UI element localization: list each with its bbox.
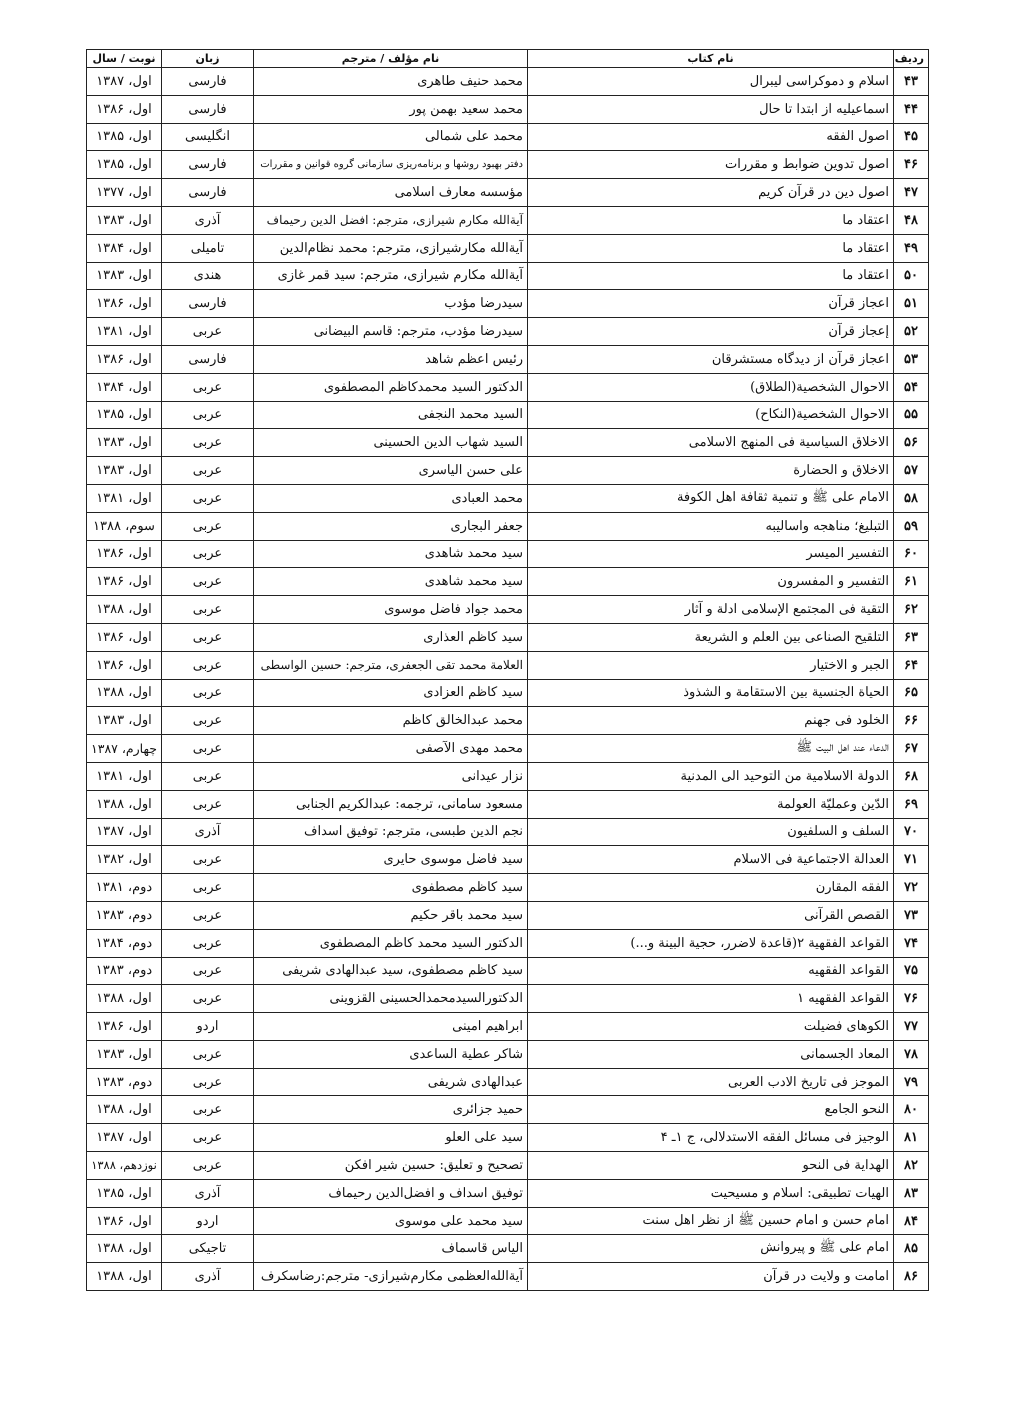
row-number: ۶۷ (894, 735, 929, 763)
table-row (87, 623, 929, 651)
book-language: آذری (162, 206, 254, 234)
book-author: آیةالله مکارشیرازی، مترجم: محمد نظام‌الدین (254, 234, 528, 262)
book-language: عربی (162, 790, 254, 818)
book-author: الدکتور السید محمدکاظم المصطفوی (254, 373, 528, 401)
book-language: عربی (162, 596, 254, 624)
header-num: ردیف (894, 50, 929, 68)
book-title: اعتقاد ما (528, 262, 894, 290)
book-title: التلقیح الصناعی بین العلم و الشریعة (528, 623, 894, 651)
book-title: الاخلاق و الحضارة (528, 457, 894, 485)
table-row (87, 429, 929, 457)
book-title: القواعد الفقهیة ۲(قاعدة لاضرر، حجیة البینة و...) (528, 929, 894, 957)
table-row (87, 762, 929, 790)
book-title: الحیاة الجنسیة بین الاستقامة و الشذوذ (528, 679, 894, 707)
book-title: الامام علی ﷺ و تنمیة ثقافة اهل الکوفة (528, 484, 894, 512)
book-language: عربی (162, 623, 254, 651)
book-language: عربی (162, 1096, 254, 1124)
book-edition: اول، ۱۳۸۶ (87, 651, 162, 679)
book-title: اعتقاد ما (528, 206, 894, 234)
book-edition: اول، ۱۳۸۳ (87, 429, 162, 457)
table-row (87, 957, 929, 985)
book-edition: اول، ۱۳۸۱ (87, 484, 162, 512)
book-author: آیةالله‌العظمی مکارم‌شیرازی- مترجم:رضاسکرف (254, 1263, 528, 1291)
row-number: ۴۶ (894, 151, 929, 179)
row-number: ۸۴ (894, 1207, 929, 1235)
book-edition: اول، ۱۳۸۳ (87, 206, 162, 234)
row-number: ۸۱ (894, 1124, 929, 1152)
book-title: الموجز فی تاریخ الادب العربی (528, 1068, 894, 1096)
row-number: ۵۷ (894, 457, 929, 485)
book-author: سید کاظم العزادی (254, 679, 528, 707)
book-edition: اول، ۱۳۸۸ (87, 596, 162, 624)
table-row (87, 151, 929, 179)
book-author: نجم الدین طبسی، مترجم: توفیق اسداف (254, 818, 528, 846)
book-title: السلف و السلفیون (528, 818, 894, 846)
book-title: القواعد الفقهیه (528, 957, 894, 985)
book-language: تامیلی (162, 234, 254, 262)
book-language: عربی (162, 985, 254, 1013)
book-language: عربی (162, 735, 254, 763)
book-language: عربی (162, 957, 254, 985)
book-title: التبلیغ؛ مناهجه واسالیبه (528, 512, 894, 540)
table-row (87, 95, 929, 123)
row-number: ۶۸ (894, 762, 929, 790)
row-number: ۷۳ (894, 901, 929, 929)
book-language: انگلیسی (162, 123, 254, 151)
book-language: عربی (162, 679, 254, 707)
book-language: عربی (162, 1068, 254, 1096)
table-row (87, 1179, 929, 1207)
book-title: الکوهای فضیلت (528, 1013, 894, 1041)
table-row (87, 846, 929, 874)
book-author: السید محمد النجفی (254, 401, 528, 429)
row-number: ۷۱ (894, 846, 929, 874)
book-title: الاخلاق السیاسیة فی المنهج الاسلامی (528, 429, 894, 457)
table-row (87, 179, 929, 207)
book-author: مؤسسه معارف اسلامی (254, 179, 528, 207)
row-number: ۴۷ (894, 179, 929, 207)
book-title: المعاد الجسمانی (528, 1040, 894, 1068)
book-language: اردو (162, 1207, 254, 1235)
book-author: سید علی العلو (254, 1124, 528, 1152)
table-row (87, 484, 929, 512)
book-title: النحو الجامع (528, 1096, 894, 1124)
book-edition: اول، ۱۳۸۶ (87, 568, 162, 596)
book-author: جعفر البجاری (254, 512, 528, 540)
book-author: سید محمد شاهدی (254, 568, 528, 596)
table-row (87, 929, 929, 957)
row-number: ۵۱ (894, 290, 929, 318)
book-language: عربی (162, 1152, 254, 1180)
row-number: ۷۸ (894, 1040, 929, 1068)
table-row (87, 790, 929, 818)
book-language: عربی (162, 874, 254, 902)
book-edition: اول، ۱۳۸۱ (87, 318, 162, 346)
row-number: ۴۴ (894, 95, 929, 123)
row-number: ۷۲ (894, 874, 929, 902)
book-language: عربی (162, 1124, 254, 1152)
book-author: محمد عبدالخالق کاظم (254, 707, 528, 735)
table-row (87, 262, 929, 290)
row-number: ۵۴ (894, 373, 929, 401)
book-title: امامت و ولایت در قرآن (528, 1263, 894, 1291)
book-language: فارسی (162, 151, 254, 179)
book-author: السید شهاب الدین الحسینی (254, 429, 528, 457)
row-number: ۴۵ (894, 123, 929, 151)
book-title: التفسیر المیسر (528, 540, 894, 568)
book-edition: دوم، ۱۳۸۳ (87, 957, 162, 985)
table-row (87, 568, 929, 596)
book-edition: اول، ۱۳۸۵ (87, 123, 162, 151)
book-edition: چهارم، ۱۳۸۷ (87, 735, 162, 763)
book-author: محمد جواد فاضل موسوی (254, 596, 528, 624)
book-author: مسعود سامانی، ترجمه: عبدالکریم الجنابی (254, 790, 528, 818)
book-edition: اول، ۱۳۸۷ (87, 818, 162, 846)
book-language: آذری (162, 818, 254, 846)
header-author: نام مؤلف / مترجم (254, 50, 528, 68)
book-author: محمد حنیف طاهری (254, 68, 528, 96)
book-author: شاکر عطیة الساعدی (254, 1040, 528, 1068)
book-edition: اول، ۱۳۸۷ (87, 1124, 162, 1152)
row-number: ۶۴ (894, 651, 929, 679)
table-row (87, 707, 929, 735)
book-author: ابراهیم امینی (254, 1013, 528, 1041)
table-row (87, 1152, 929, 1180)
book-title: الاحوال الشخصیة(النکاح) (528, 401, 894, 429)
table-row (87, 901, 929, 929)
book-language: عربی (162, 568, 254, 596)
row-number: ۶۶ (894, 707, 929, 735)
book-language: عربی (162, 373, 254, 401)
book-author: سیدرضا مؤدب (254, 290, 528, 318)
book-edition: اول، ۱۳۸۶ (87, 1207, 162, 1235)
table-row (87, 206, 929, 234)
book-author: دفتر بهبود روشها و برنامه‌ریزی سازمانی گروه قوانین و مقررات (254, 151, 528, 179)
book-title: اصول تدوین ضوابط و مقررات (528, 151, 894, 179)
book-edition: اول، ۱۳۸۶ (87, 290, 162, 318)
book-edition: اول، ۱۳۸۲ (87, 846, 162, 874)
book-author: الدکتور السید محمد کاظم المصطفوی (254, 929, 528, 957)
book-title: الفقه المقارن (528, 874, 894, 902)
book-language: عربی (162, 401, 254, 429)
row-number: ۵۰ (894, 262, 929, 290)
book-title: إعجاز قرآن (528, 318, 894, 346)
book-edition: اول، ۱۳۸۸ (87, 1263, 162, 1291)
book-edition: اول، ۱۳۸۷ (87, 68, 162, 96)
book-language: عربی (162, 318, 254, 346)
row-number: ۶۲ (894, 596, 929, 624)
book-language: عربی (162, 1040, 254, 1068)
row-number: ۷۶ (894, 985, 929, 1013)
book-title: اصول الفقه (528, 123, 894, 151)
table-row (87, 234, 929, 262)
book-author: سید کاظم مصطفوی، سید عبدالهادی شریفی (254, 957, 528, 985)
book-language: عربی (162, 484, 254, 512)
table-row (87, 1235, 929, 1263)
table-row (87, 1068, 929, 1096)
book-author: آیةالله مکارم شیرازی، مترجم: افضل الدین رحیماف (254, 206, 528, 234)
book-edition: سوم، ۱۳۸۸ (87, 512, 162, 540)
book-edition: دوم، ۱۳۸۴ (87, 929, 162, 957)
table-header-row (87, 50, 929, 68)
book-title: الدّین وعملیّة العولمة (528, 790, 894, 818)
book-title: الاحوال الشخصیة(الطلاق) (528, 373, 894, 401)
row-number: ۴۸ (894, 206, 929, 234)
book-author: آیةالله مکارم شیرازی، مترجم: سید قمر غازی (254, 262, 528, 290)
book-title: اعجاز قرآن (528, 290, 894, 318)
table-row (87, 1040, 929, 1068)
row-number: ۶۱ (894, 568, 929, 596)
book-title: العدالة الاجتماعیة فی الاسلام (528, 846, 894, 874)
book-author: نزار عیدانی (254, 762, 528, 790)
book-edition: اول، ۱۳۸۳ (87, 457, 162, 485)
book-author: الیاس قاسماف (254, 1235, 528, 1263)
book-edition: اول، ۱۳۸۸ (87, 790, 162, 818)
table-row (87, 457, 929, 485)
books-table (86, 49, 929, 1291)
book-title: الدولة الاسلامیة من التوحید الی المدنیة (528, 762, 894, 790)
book-author: سید محمد باقر حکیم (254, 901, 528, 929)
row-number: ۵۸ (894, 484, 929, 512)
book-title: اسلام و دموکراسی لیبرال (528, 68, 894, 96)
row-number: ۸۶ (894, 1263, 929, 1291)
row-number: ۶۹ (894, 790, 929, 818)
row-number: ۵۵ (894, 401, 929, 429)
book-author: سید کاظم العذاری (254, 623, 528, 651)
book-author: محمد سعید بهمن پور (254, 95, 528, 123)
row-number: ۸۲ (894, 1152, 929, 1180)
table-row (87, 290, 929, 318)
book-edition: اول، ۱۳۸۶ (87, 540, 162, 568)
book-author: محمد مهدی الآصفی (254, 735, 528, 763)
book-language: عربی (162, 429, 254, 457)
book-title: اسماعیلیه از ابتدا تا حال (528, 95, 894, 123)
book-language: عربی (162, 707, 254, 735)
book-author: محمد العبادی (254, 484, 528, 512)
book-author: توفیق اسداف و افضل‌الدین رحیماف (254, 1179, 528, 1207)
book-language: عربی (162, 846, 254, 874)
table-row (87, 318, 929, 346)
book-edition: اول، ۱۳۸۴ (87, 234, 162, 262)
table-row (87, 679, 929, 707)
book-title: القواعد الفقهیه ۱ (528, 985, 894, 1013)
book-edition: اول، ۱۳۸۵ (87, 401, 162, 429)
row-number: ۵۹ (894, 512, 929, 540)
book-author: سید محمد شاهدی (254, 540, 528, 568)
book-author: محمد علی شمالی (254, 123, 528, 151)
book-title: التقیة فی المجتمع الإسلامی ادلة و آثار (528, 596, 894, 624)
table-row (87, 68, 929, 96)
book-edition: اول، ۱۳۸۱ (87, 762, 162, 790)
book-language: آذری (162, 1179, 254, 1207)
table-row (87, 596, 929, 624)
table-row (87, 735, 929, 763)
book-edition: اول، ۱۳۸۸ (87, 1096, 162, 1124)
book-title: التفسیر و المفسرون (528, 568, 894, 596)
book-title: امام علی ﷺ و پیروانش (528, 1235, 894, 1263)
book-language: فارسی (162, 179, 254, 207)
book-title: القصص القرآنی (528, 901, 894, 929)
book-language: عربی (162, 457, 254, 485)
row-number: ۸۳ (894, 1179, 929, 1207)
row-number: ۴۳ (894, 68, 929, 96)
book-author: سید کاظم مصطفوی (254, 874, 528, 902)
book-edition: اول، ۱۳۸۸ (87, 679, 162, 707)
book-edition: اول، ۱۳۸۶ (87, 1013, 162, 1041)
book-language: هندی (162, 262, 254, 290)
table-row (87, 818, 929, 846)
book-edition: اول، ۱۳۸۴ (87, 373, 162, 401)
table-row (87, 1207, 929, 1235)
row-number: ۴۹ (894, 234, 929, 262)
book-title: اعتقاد ما (528, 234, 894, 262)
row-number: ۶۰ (894, 540, 929, 568)
book-language: فارسی (162, 95, 254, 123)
book-language: عربی (162, 901, 254, 929)
book-edition: نوزدهم، ۱۳۸۸ (87, 1152, 162, 1180)
table-row (87, 651, 929, 679)
header-edition: نوبت / سال (87, 50, 162, 68)
book-author: سیدرضا مؤدب، مترجم: قاسم البیضانی (254, 318, 528, 346)
book-language: عربی (162, 651, 254, 679)
book-author: رئیس اعظم شاهد (254, 345, 528, 373)
book-edition: دوم، ۱۳۸۳ (87, 901, 162, 929)
book-title: الخلود فی جهنم (528, 707, 894, 735)
header-language: زبان (162, 50, 254, 68)
book-author: الدکتورالسیدمحمدالحسینی القزوینی (254, 985, 528, 1013)
table-row (87, 512, 929, 540)
book-edition: اول، ۱۳۸۳ (87, 1040, 162, 1068)
book-language: فارسی (162, 68, 254, 96)
row-number: ۷۹ (894, 1068, 929, 1096)
book-author: العلامة محمد تقی الجعفری، مترجم: حسین الواسطی (254, 651, 528, 679)
table-body (87, 68, 929, 1291)
book-language: اردو (162, 1013, 254, 1041)
row-number: ۸۰ (894, 1096, 929, 1124)
book-title: الجبر و الاختیار (528, 651, 894, 679)
row-number: ۶۵ (894, 679, 929, 707)
table-row (87, 1263, 929, 1291)
header-title: نام کتاب (528, 50, 894, 68)
table-row (87, 540, 929, 568)
book-edition: اول، ۱۳۷۷ (87, 179, 162, 207)
book-author: تصحیح و تعلیق: حسین شیر افکن (254, 1152, 528, 1180)
book-author: حمید جزائری (254, 1096, 528, 1124)
row-number: ۷۵ (894, 957, 929, 985)
book-edition: اول، ۱۳۸۳ (87, 262, 162, 290)
book-edition: اول، ۱۳۸۵ (87, 1179, 162, 1207)
book-language: عربی (162, 512, 254, 540)
book-language: عربی (162, 929, 254, 957)
table-row (87, 985, 929, 1013)
row-number: ۸۵ (894, 1235, 929, 1263)
book-author: سید فاضل موسوی حایری (254, 846, 528, 874)
table-row (87, 345, 929, 373)
book-title: اعجاز قرآن از دیدگاه مستشرقان (528, 345, 894, 373)
book-edition: اول، ۱۳۸۸ (87, 1235, 162, 1263)
row-number: ۵۶ (894, 429, 929, 457)
book-language: فارسی (162, 345, 254, 373)
book-edition: اول، ۱۳۸۶ (87, 623, 162, 651)
book-author: سید محمد علی موسوی (254, 1207, 528, 1235)
table-row (87, 874, 929, 902)
row-number: ۷۷ (894, 1013, 929, 1041)
table-row (87, 123, 929, 151)
book-language: فارسی (162, 290, 254, 318)
book-language: آذری (162, 1263, 254, 1291)
book-edition: دوم، ۱۳۸۳ (87, 1068, 162, 1096)
book-edition: اول، ۱۳۸۳ (87, 707, 162, 735)
book-edition: اول، ۱۳۸۶ (87, 95, 162, 123)
book-title: اصول دین در قرآن کریم (528, 179, 894, 207)
book-language: عربی (162, 762, 254, 790)
book-edition: دوم، ۱۳۸۱ (87, 874, 162, 902)
book-language: عربی (162, 540, 254, 568)
book-edition: اول، ۱۳۸۵ (87, 151, 162, 179)
row-number: ۵۲ (894, 318, 929, 346)
book-title: امام حسن و امام حسین ﷺ از نظر اهل سنت (528, 1207, 894, 1235)
row-number: ۷۴ (894, 929, 929, 957)
book-edition: اول، ۱۳۸۸ (87, 985, 162, 1013)
table-row (87, 1013, 929, 1041)
book-title: الهدایة فی النحو (528, 1152, 894, 1180)
book-title: الدعاء عند اهل البیت ﷺ (528, 735, 894, 763)
book-author: عبدالهادی شریفی (254, 1068, 528, 1096)
table-row (87, 1096, 929, 1124)
table-row (87, 373, 929, 401)
table-row (87, 1124, 929, 1152)
row-number: ۶۳ (894, 623, 929, 651)
row-number: ۷۰ (894, 818, 929, 846)
book-author: علی حسن الیاسری (254, 457, 528, 485)
book-title: الوجیز فی مسائل الفقه الاستدلالی، ج ۱ـ ۴ (528, 1124, 894, 1152)
book-edition: اول، ۱۳۸۶ (87, 345, 162, 373)
book-language: تاجیکی (162, 1235, 254, 1263)
table-row (87, 401, 929, 429)
book-title: الهیات تطبیقی: اسلام و مسیحیت (528, 1179, 894, 1207)
row-number: ۵۳ (894, 345, 929, 373)
